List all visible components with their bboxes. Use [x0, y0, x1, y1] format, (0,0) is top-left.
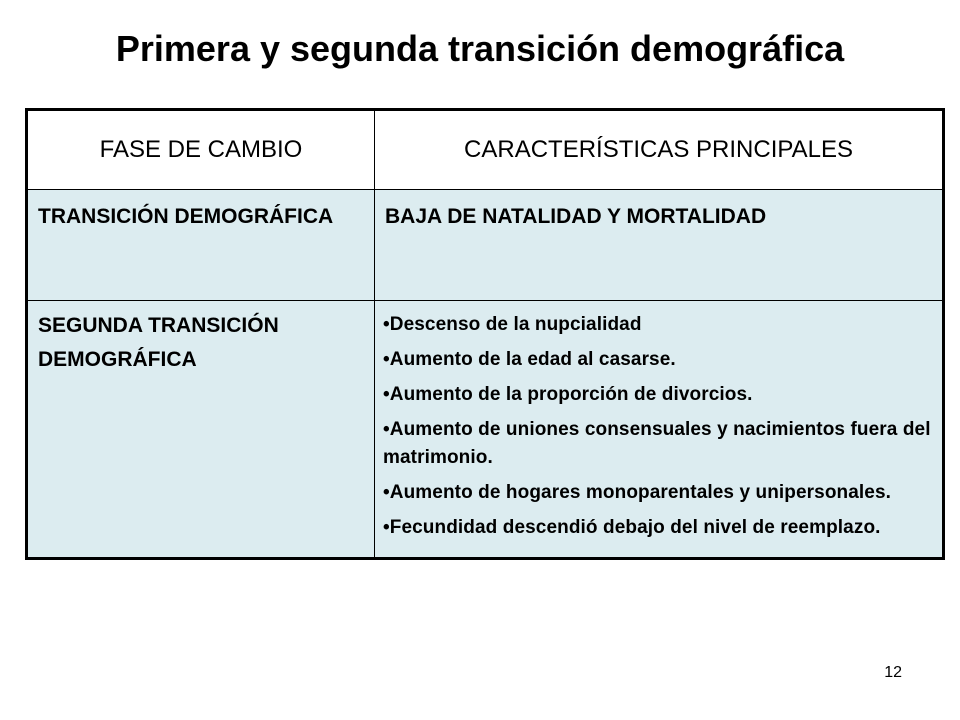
- list-item: • Fecundidad descendió debajo del nivel de reemplazo.: [383, 514, 934, 542]
- list-item: • Descenso de la nupcialidad: [383, 311, 934, 339]
- table-header-row: [27, 110, 944, 190]
- list-item: • Aumento de la edad al casarse.: [383, 346, 934, 374]
- characteristics-list: [375, 301, 942, 557]
- table-row: [27, 190, 944, 301]
- phase-cell: [27, 301, 375, 559]
- slide-title: Primera y segunda transición demográfica: [115, 28, 845, 69]
- characteristics-cell: [375, 190, 944, 301]
- phase-label: TRANSICIÓN DEMOGRÁFICA: [38, 205, 334, 228]
- phase-cell: [27, 190, 375, 301]
- characteristics-cell: [375, 301, 944, 559]
- list-item: • Aumento de hogares monoparentales y unipersonales.: [383, 479, 934, 507]
- table-container: [25, 108, 942, 560]
- list-item: • Aumento de uniones consensuales y nacimientos fuera del matrimonio.: [383, 416, 934, 472]
- header-characteristics: CARACTERÍSTICAS PRINCIPALES: [375, 110, 944, 190]
- phase-label: SEGUNDA TRANSICIÓN DEMOGRÁFICA: [38, 314, 279, 371]
- page-number: 12: [884, 664, 902, 681]
- list-item: • Aumento de la proporción de divorcios.: [383, 381, 934, 409]
- demographic-transition-table: [25, 108, 945, 560]
- table-row: [27, 301, 944, 559]
- header-phase: FASE DE CAMBIO: [27, 110, 375, 190]
- characteristics-text: BAJA DE NATALIDAD Y MORTALIDAD: [385, 205, 767, 228]
